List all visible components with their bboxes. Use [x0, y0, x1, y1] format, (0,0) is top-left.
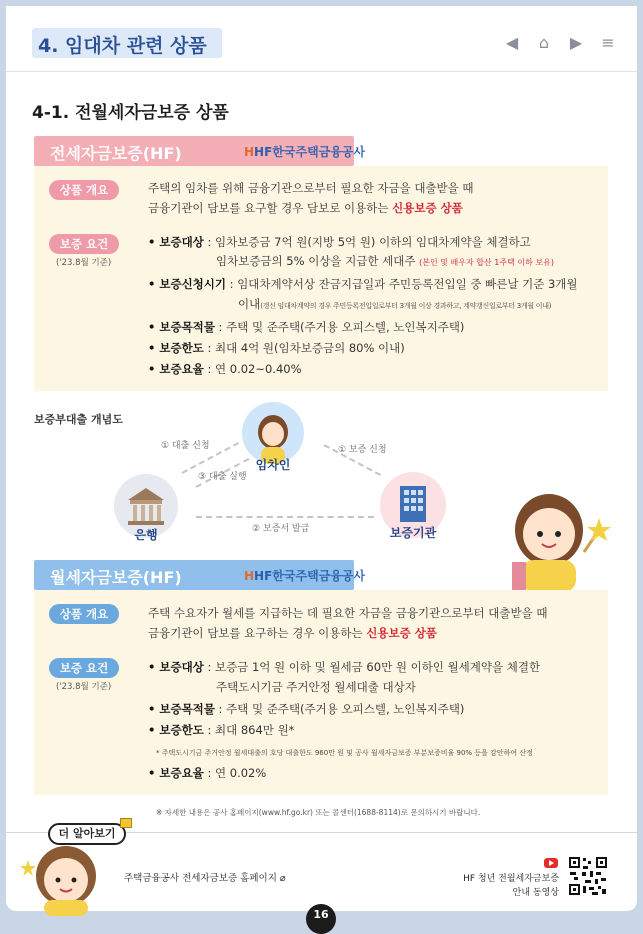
homepage-link[interactable]: 주택금융공사 전세자금보증 홈페이지 ⌀ — [124, 873, 286, 884]
back-arrow-icon[interactable]: ◀ — [505, 33, 519, 52]
jeonse-req-date: ('23.8월 기준) — [56, 258, 112, 268]
nav-controls — [503, 34, 617, 52]
jeonse-overview-tag: 상품 개요 — [49, 180, 119, 200]
jeonse-req-tag: 보증 요건 — [49, 234, 119, 254]
jeonse-req-rate: • 보증요율 : 연 0.02~0.40% — [148, 362, 302, 376]
arrow-guarantee-issue — [196, 516, 374, 518]
wolse-req-object: • 보증목적물 : 주택 및 준주택(주거용 오피스텔, 노인복지주택) — [148, 702, 465, 716]
step-guarantee-apply: ① 보증 신청 — [338, 445, 387, 455]
jeonse-req-limit: • 보증한도 : 최대 4억 원(임차보증금의 80% 이내) — [148, 341, 405, 355]
wolse-overview-line1: 주택 수요자가 월세를 지급하는 데 필요한 자금을 금융기관으로부터 대출받을 때 — [148, 606, 548, 620]
youtube-icon[interactable] — [544, 858, 558, 868]
chapter-title-box — [32, 28, 222, 58]
wolse-overview-line2: 금융기관이 담보를 요구하는 경우 이용하는 신용보증 상품 — [148, 626, 437, 640]
jeonse-overview-line1: 주택의 임차를 위해 금융기관으로부터 필요한 자금을 대출받을 때 — [148, 181, 474, 195]
wolse-req-date: ('23.8월 기준) — [56, 682, 112, 692]
jeonse-title: 전세자금보증(HF) — [50, 144, 182, 163]
wolse-title: 월세자금보증(HF) — [50, 568, 182, 587]
home-icon[interactable]: ⌂ — [538, 33, 550, 52]
tenant-figure-icon — [242, 402, 304, 464]
diagram-title: 보증부대출 개념도 — [34, 413, 123, 426]
tenant-illustration — [242, 402, 304, 464]
wolse-req-target-2: 주택도시기금 주거안정 월세대출 대상자 — [216, 680, 416, 694]
bank-label: 은행 — [134, 528, 158, 542]
hf-logo-2: HHF한국주택금융공사 — [244, 569, 366, 583]
page-number: 16 — [306, 904, 336, 934]
video-caption[interactable]: HF 청년 전월세자금보증 안내 동영상 — [463, 874, 559, 898]
qr-code-icon[interactable] — [568, 856, 608, 896]
jeonse-req-timing-2: 이내(갱신 임대차계약의 경우 주민등록전입일로부터 3개월 이상 경과하고, 계약갱신일로부터 3개월 이내) — [238, 297, 552, 311]
guarantor-label: 보증기관 — [389, 526, 437, 540]
footnote: ※ 자세한 내용은 공사 홈페이지(www.hf.go.kr) 또는 콜센터(1688-8114)로 문의하시기 바랍니다. — [156, 808, 481, 817]
step-guarantee-issue: ② 보증서 발급 — [252, 524, 310, 534]
hf-logo: HHF한국주택금융공사 — [244, 145, 366, 159]
mail-icon — [120, 818, 132, 828]
forward-arrow-icon[interactable]: ▶ — [569, 33, 583, 52]
step-loan-apply: ① 대출 신청 — [161, 441, 210, 451]
section-title: 4-1. 전월세자금보증 상품 — [32, 103, 229, 123]
wolse-req-tag: 보증 요건 — [49, 658, 119, 678]
wolse-req-limit: • 보증한도 : 최대 864만 원* — [148, 723, 295, 737]
jeonse-req-target: • 보증대상 : 임차보증금 7억 원(지방 5억 원) 이하의 임대차계약을 체결하고 — [148, 235, 531, 249]
page — [6, 6, 637, 921]
step-loan-exec: ③ 대출 실행 — [198, 472, 247, 482]
wolse-overview-tag: 상품 개요 — [49, 604, 119, 624]
page-header — [6, 6, 637, 72]
wolse-limit-note: * 주택도시기금 주거안정 월세대출의 호당 대출한도 960만 원 및 공사 월세자금보증 부분보증비율 90% 등을 감안하여 산정 — [156, 749, 533, 757]
chapter-title: 4. 임대차 관련 상품 — [38, 35, 207, 57]
menu-icon[interactable]: ≡ — [601, 33, 615, 52]
tenant-label: 임차인 — [255, 458, 291, 472]
jeonse-req-timing: • 보증신청시기 : 임대차계약서상 잔금지급일과 주민등록전입일 중 빠른날 기준 3개월 — [148, 277, 578, 291]
wolse-req-target: • 보증대상 : 보증금 1억 원 이하 및 월세금 60만 원 이하인 월세계약을 체결한 — [148, 660, 541, 674]
wolse-header — [34, 560, 366, 590]
learn-more-badge: 더 알아보기 — [48, 823, 126, 845]
girl-character-illustration — [504, 482, 614, 592]
footer-girl-illustration — [20, 840, 110, 916]
jeonse-req-target-2: 임차보증금의 5% 이상을 지급한 세대주 (본인 및 배우자 합산 1주택 이하 보유) — [216, 254, 554, 268]
wolse-req-rate: • 보증요율 : 연 0.02% — [148, 766, 267, 780]
jeonse-req-object: • 보증목적물 : 주택 및 준주택(주거용 오피스텔, 노인복지주택) — [148, 320, 465, 334]
jeonse-overview-line2: 금융기관이 담보를 요구할 경우 담보로 이용하는 신용보증 상품 — [148, 201, 463, 215]
jeonse-header — [34, 136, 366, 166]
